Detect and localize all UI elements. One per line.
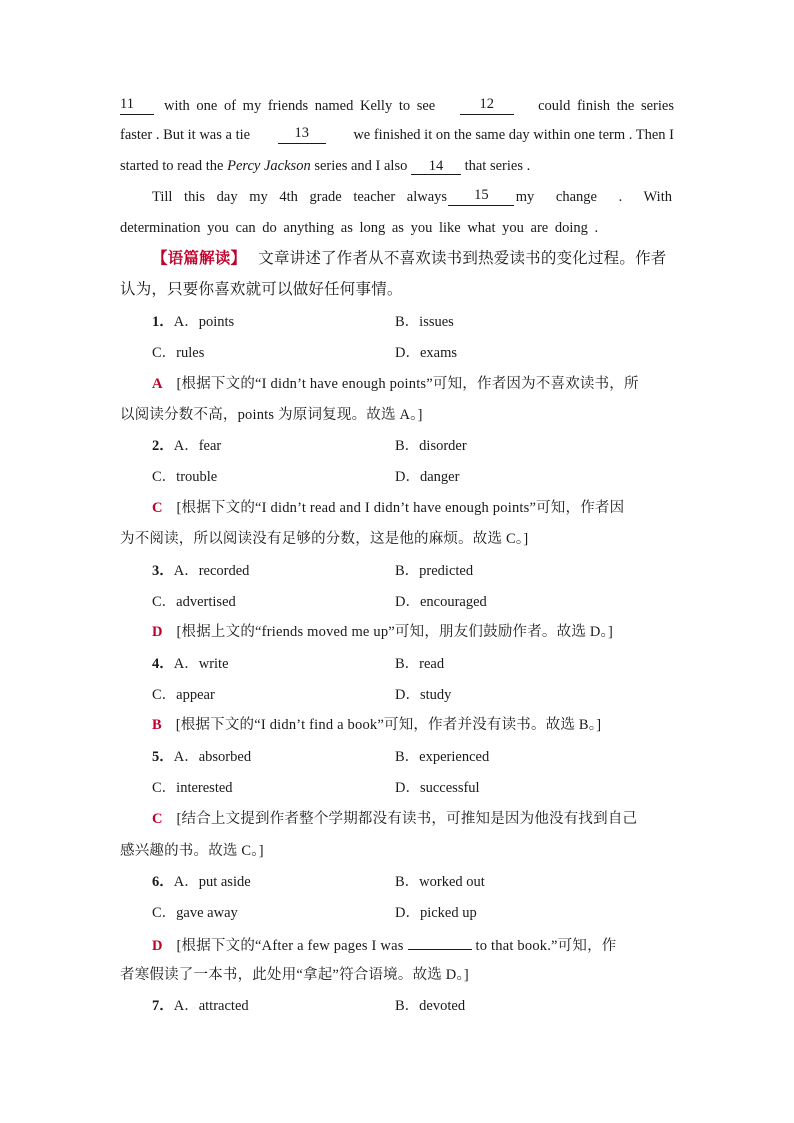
question-number: 7． [152,998,174,1014]
analysis-text: 文章讲述了作者从不喜欢读书到热爱读书的变化过程。作者 [258,250,667,267]
question-number: 5． [152,749,174,765]
question-number: 1． [152,314,174,330]
question-6 [152,873,251,891]
passage-line-1 [120,97,674,115]
option-b: B．predicted [395,563,474,579]
passage-line-4 [152,188,672,206]
explanation-text: [结合上文提到作者整个学期都没有读书，可推知是因为他没有找到自己 [176,811,638,827]
question-4 [152,655,229,673]
passage-text: Till this day my 4th grade teacher always [152,189,448,205]
explanation-3 [152,623,613,641]
explanation-2 [152,499,624,517]
question-7 [152,997,249,1015]
option-d: D．successful [395,780,480,796]
option-a: A．write [173,656,229,672]
blank-12: 12 [460,97,514,115]
option-c: C．gave away [152,905,238,921]
option-c: C．interested [152,780,233,796]
option-b: B．devoted [395,998,466,1014]
analysis-line-1 [152,250,666,268]
option-b: B．issues [395,314,454,330]
answer-blank [408,935,472,950]
passage-text: series and I also [314,158,408,174]
answer-letter: D [152,624,163,640]
option-b: B．disorder [395,438,467,454]
explanation-1 [152,375,639,393]
blank-15: 15 [448,188,514,206]
option-c: C．appear [152,687,215,703]
option-c: C．advertised [152,594,236,610]
blank-14: 14 [411,159,461,175]
explanation-text: [根据上文的“friends moved me up”可知，朋友们鼓励作者。故选 D。] [176,624,613,640]
explanation-4 [152,716,601,734]
option-a: A．points [173,314,235,330]
question-2 [152,437,221,455]
passage-text: we finished it on the same day within one term . Then I [353,127,674,143]
book-title: Percy Jackson [227,158,311,174]
question-number: 3． [152,563,174,579]
question-number: 2． [152,438,174,454]
option-d: D．danger [395,469,460,485]
passage-line-2 [120,126,674,144]
passage-text: faster . But it was a tie [120,127,251,143]
explanation-text: [根据下文的“I didn’t find a book”可知，作者并没有读书。故选 B。] [175,717,602,733]
question-3 [152,562,249,580]
answer-letter: D [152,938,163,954]
passage-text: with one of my friends named Kelly to see [164,98,436,114]
analysis-tag: 【语篇解读】 [152,250,247,267]
explanation-text: [根据下文的“I didn’t read and I didn’t have enough points”可知，作者因 [176,500,625,516]
option-d: D．exams [395,345,458,361]
answer-letter: C [152,500,163,516]
passage-text: started to read the [120,158,224,174]
option-b: B．experienced [395,749,490,765]
option-a: A．recorded [173,563,250,579]
option-c: C．rules [152,345,205,361]
explanation-5 [152,810,637,828]
option-b: B．read [395,656,445,672]
answer-letter: C [152,811,163,827]
explanation-text: to that book.”可知，作 [475,938,617,954]
blank-11: 11 [120,97,154,115]
explanation-5-cont: 感兴趣的书。故选 C。] [120,843,264,859]
answer-letter: B [152,717,162,733]
passage-line-3 [120,157,530,175]
question-number: 6． [152,874,174,890]
passage-text: my change . With [515,189,672,205]
option-d: D．encouraged [395,594,487,610]
blank-13: 13 [278,126,326,144]
analysis-line-2: 认为，只要你喜欢就可以做好任何事情。 [120,281,403,298]
explanation-2-cont: 为不阅读，所以阅读没有足够的分数，这是他的麻烦。故选 C。] [120,531,529,547]
explanation-1-cont: 以阅读分数不高，points 为原词复现。故选 A。] [120,407,423,423]
passage-line-5: determination you can do anything as long as you like what you are doing . [120,220,599,236]
question-5 [152,748,251,766]
option-a: A．absorbed [173,749,252,765]
option-b: B．worked out [395,874,485,890]
option-a: A．attracted [173,998,249,1014]
question-1 [152,313,234,331]
answer-letter: A [152,376,163,392]
option-d: D．picked up [395,905,477,921]
explanation-6-cont: 者寒假读了一本书，此处用“拿起”符合语境。故选 D。] [120,967,469,983]
question-number: 4． [152,656,174,672]
explanation-text: [根据下文的“After a few pages I was [176,938,404,954]
explanation-6 [152,935,616,955]
option-d: D．study [395,687,452,703]
option-a: A．fear [173,438,222,454]
option-a: A．put aside [173,874,251,890]
option-c: C．trouble [152,469,218,485]
passage-text: that series . [464,158,531,174]
passage-text: could finish the series [538,98,674,114]
explanation-text: [根据下文的“I didn’t have enough points”可知，作者因为不喜欢读书，所 [176,376,639,392]
